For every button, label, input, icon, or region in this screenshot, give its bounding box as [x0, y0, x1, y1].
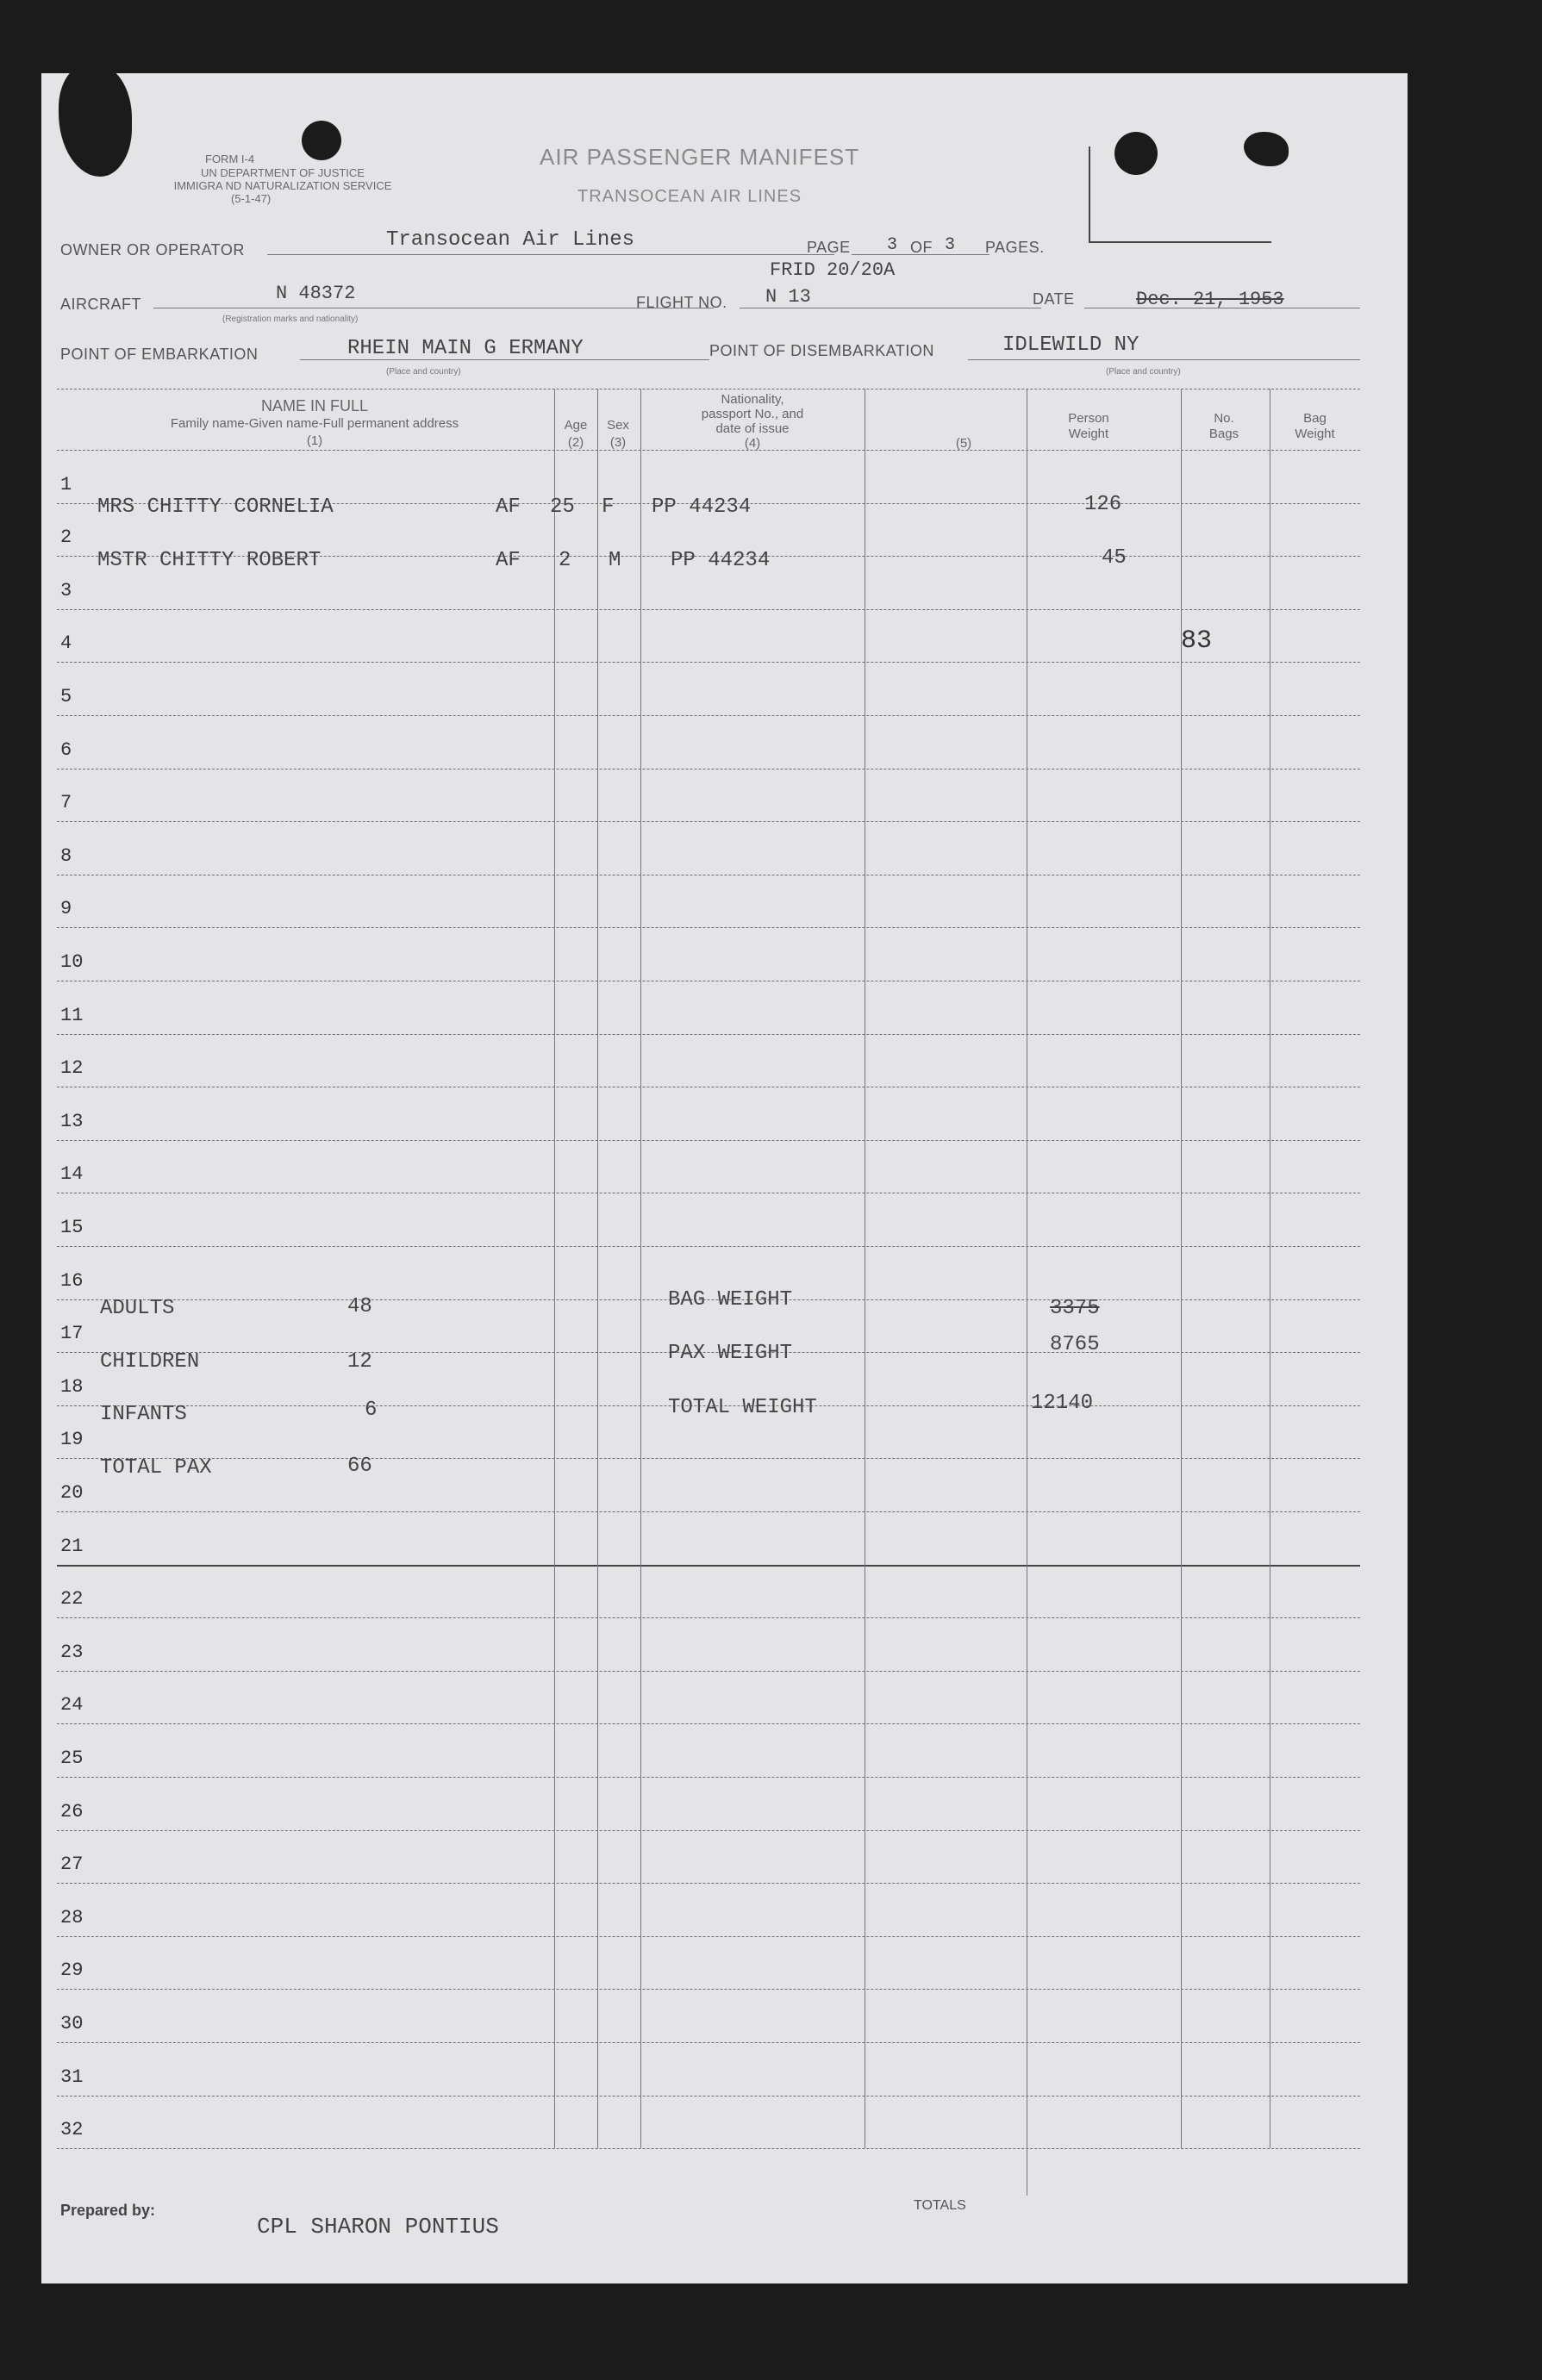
row-number: 16: [60, 1270, 84, 1292]
age-col-num: (2): [567, 435, 584, 450]
row-number: 10: [60, 951, 84, 973]
aircraft-sub: (Registration marks and nationality): [222, 315, 359, 324]
nationality-col-num: (4): [744, 436, 761, 451]
total-pax-label: TOTAL PAX: [100, 1456, 212, 1480]
row-rule: [57, 1617, 1360, 1618]
adults-label: ADULTS: [100, 1297, 175, 1320]
passenger-2-code: AF: [496, 549, 521, 572]
passenger-2-weight: 45: [1102, 546, 1127, 570]
bagweight-header-1: Bag: [1303, 411, 1327, 426]
flight-reference: FRID 20/20A: [770, 259, 896, 281]
page-label: PAGE: [807, 239, 851, 256]
agency-line-2: IMMIGRA ND NATURALIZATION SERVICE: [173, 179, 392, 192]
row-rule: [57, 821, 1360, 822]
row-number: 27: [60, 1854, 84, 1875]
column-rule: [640, 389, 641, 2148]
totals-label: TOTALS: [914, 2198, 966, 2213]
row-rule: [57, 609, 1360, 610]
page-total: 3: [945, 235, 956, 255]
name-col-num: (1): [306, 433, 323, 448]
row-rule: [57, 1034, 1360, 1035]
row-rule: [57, 1883, 1360, 1884]
row-number: 24: [60, 1694, 84, 1716]
airline-stamp: TRANSOCEAN AIR LINES: [577, 187, 802, 206]
row-rule: [57, 1565, 1360, 1567]
row-number: 11: [60, 1005, 84, 1026]
row-number: 31: [60, 2066, 84, 2088]
row-rule: [57, 1777, 1360, 1778]
nationality-header-2: passport No., and: [701, 407, 804, 421]
nationality-header-1: Nationality,: [721, 392, 784, 407]
passenger-2-sex: M: [609, 549, 621, 572]
passenger-1-code: AF: [496, 495, 521, 519]
row-number: 26: [60, 1801, 84, 1822]
passenger-2-name: MSTR CHITTY ROBERT: [97, 549, 322, 572]
pax-weight-label: PAX WEIGHT: [668, 1342, 793, 1365]
column-rule: [597, 389, 598, 2148]
disembark-sub: (Place and country): [1106, 367, 1181, 377]
row-number: 12: [60, 1057, 84, 1079]
infants-label: INFANTS: [100, 1403, 187, 1426]
embark-label: POINT OF EMBARKATION: [60, 346, 259, 363]
pages-label: PAGES.: [985, 239, 1045, 256]
row-number: 13: [60, 1111, 84, 1132]
row-number: 20: [60, 1482, 84, 1504]
row-number: 8: [60, 845, 72, 867]
corner-bracket: [1089, 146, 1271, 243]
row-rule: [57, 1723, 1360, 1724]
bagweight-header-2: Weight: [1295, 427, 1335, 441]
row-rule: [57, 662, 1360, 663]
weight-header-2: Weight: [1068, 427, 1109, 441]
row-rule: [57, 1246, 1360, 1247]
owner-label: OWNER OR OPERATOR: [60, 241, 245, 259]
row-number: 28: [60, 1907, 84, 1928]
row-number: 23: [60, 1642, 84, 1663]
adults-value: 48: [347, 1295, 372, 1318]
passenger-2-age: 2: [559, 549, 571, 572]
col5-num: (5): [955, 436, 972, 451]
row-rule: [57, 1458, 1360, 1459]
row-number: 14: [60, 1163, 84, 1185]
row-rule: [57, 450, 1360, 451]
row-rule: [57, 927, 1360, 928]
disembark-value: IDLEWILD NY: [1002, 333, 1139, 357]
weight-header-1: Person: [1068, 411, 1109, 426]
name-header: NAME IN FULL: [260, 397, 369, 414]
passenger-1-age: 25: [550, 495, 575, 519]
row-rule: [57, 2096, 1360, 2097]
prepared-by-value: CPL SHARON PONTIUS: [257, 2214, 499, 2240]
aircraft-value: N 48372: [276, 283, 356, 304]
sex-header: Sex: [607, 418, 629, 433]
manifest-page: [41, 73, 1408, 2283]
embark-value: RHEIN MAIN G ERMANY: [347, 337, 584, 360]
row-rule: [57, 1140, 1360, 1141]
row-number: 7: [60, 792, 72, 813]
bags-entry: 83: [1181, 626, 1213, 656]
date-value: Dec. 21, 1953: [1136, 289, 1284, 310]
embark-sub: (Place and country): [386, 367, 461, 377]
flight-label: FLIGHT NO.: [636, 294, 727, 311]
row-number: 3: [60, 580, 72, 601]
bags-header-2: Bags: [1208, 427, 1239, 441]
row-rule: [57, 1671, 1360, 1672]
row-number: 4: [60, 632, 72, 654]
row-number: 6: [60, 739, 72, 761]
row-number: 1: [60, 474, 72, 495]
total-pax-value: 66: [347, 1455, 372, 1478]
manifest-title: AIR PASSENGER MANIFEST: [540, 144, 860, 170]
page-current: 3: [887, 235, 898, 255]
row-number: 15: [60, 1217, 84, 1238]
form-number: FORM I-4: [205, 153, 255, 165]
row-rule: [57, 2148, 1360, 2149]
name-subheader: Family name-Given name-Full permanent address: [170, 416, 459, 431]
row-rule: [57, 1989, 1360, 1990]
row-number: 30: [60, 2013, 84, 2034]
row-number: 22: [60, 1588, 84, 1610]
total-weight-label: TOTAL WEIGHT: [668, 1396, 817, 1419]
flight-value: N 13: [765, 286, 811, 308]
row-number: 18: [60, 1376, 84, 1398]
bags-header-1: No.: [1214, 411, 1234, 426]
row-number: 21: [60, 1536, 84, 1557]
passenger-1-sex: F: [602, 495, 615, 519]
row-number: 25: [60, 1748, 84, 1769]
ink-stain: [59, 65, 132, 177]
owner-value: Transocean Air Lines: [386, 228, 635, 252]
sex-col-num: (3): [609, 435, 627, 450]
row-number: 2: [60, 526, 72, 548]
row-number: 9: [60, 898, 72, 919]
date-label: DATE: [1033, 290, 1075, 308]
row-rule: [57, 1511, 1360, 1512]
row-number: 19: [60, 1429, 84, 1450]
age-header: Age: [564, 418, 588, 433]
prepared-by-label: Prepared by:: [60, 2202, 156, 2219]
row-rule: [57, 715, 1360, 716]
row-rule: [57, 2042, 1360, 2043]
row-number: 29: [60, 1959, 84, 1981]
agency-line-1: UN DEPARTMENT OF JUSTICE: [201, 166, 365, 179]
row-number: 5: [60, 686, 72, 707]
passenger-1-weight: 126: [1084, 493, 1122, 516]
children-value: 12: [347, 1350, 372, 1374]
row-number: 32: [60, 2119, 84, 2140]
disembark-label: POINT OF DISEMBARKATION: [709, 342, 934, 359]
page-of: OF: [910, 239, 933, 256]
infants-value: 6: [365, 1399, 378, 1422]
passenger-2-passport: PP 44234: [671, 549, 771, 572]
passenger-1-passport: PP 44234: [652, 495, 752, 519]
column-rule: [554, 389, 555, 2148]
bag-weight-value: 3375: [1050, 1297, 1100, 1320]
aircraft-label: AIRCRAFT: [60, 296, 141, 313]
punch-hole: [302, 121, 341, 160]
passenger-1-name: MRS CHITTY CORNELIA: [97, 495, 334, 519]
pax-weight-value: 8765: [1050, 1333, 1100, 1356]
nationality-header-3: date of issue: [715, 421, 790, 436]
row-rule: [57, 1936, 1360, 1937]
row-rule: [57, 1830, 1360, 1831]
children-label: CHILDREN: [100, 1350, 200, 1374]
total-weight-value: 12140: [1031, 1392, 1094, 1415]
bag-weight-label: BAG WEIGHT: [668, 1288, 793, 1311]
form-code: (5-1-47): [231, 192, 272, 205]
row-number: 17: [60, 1323, 84, 1344]
